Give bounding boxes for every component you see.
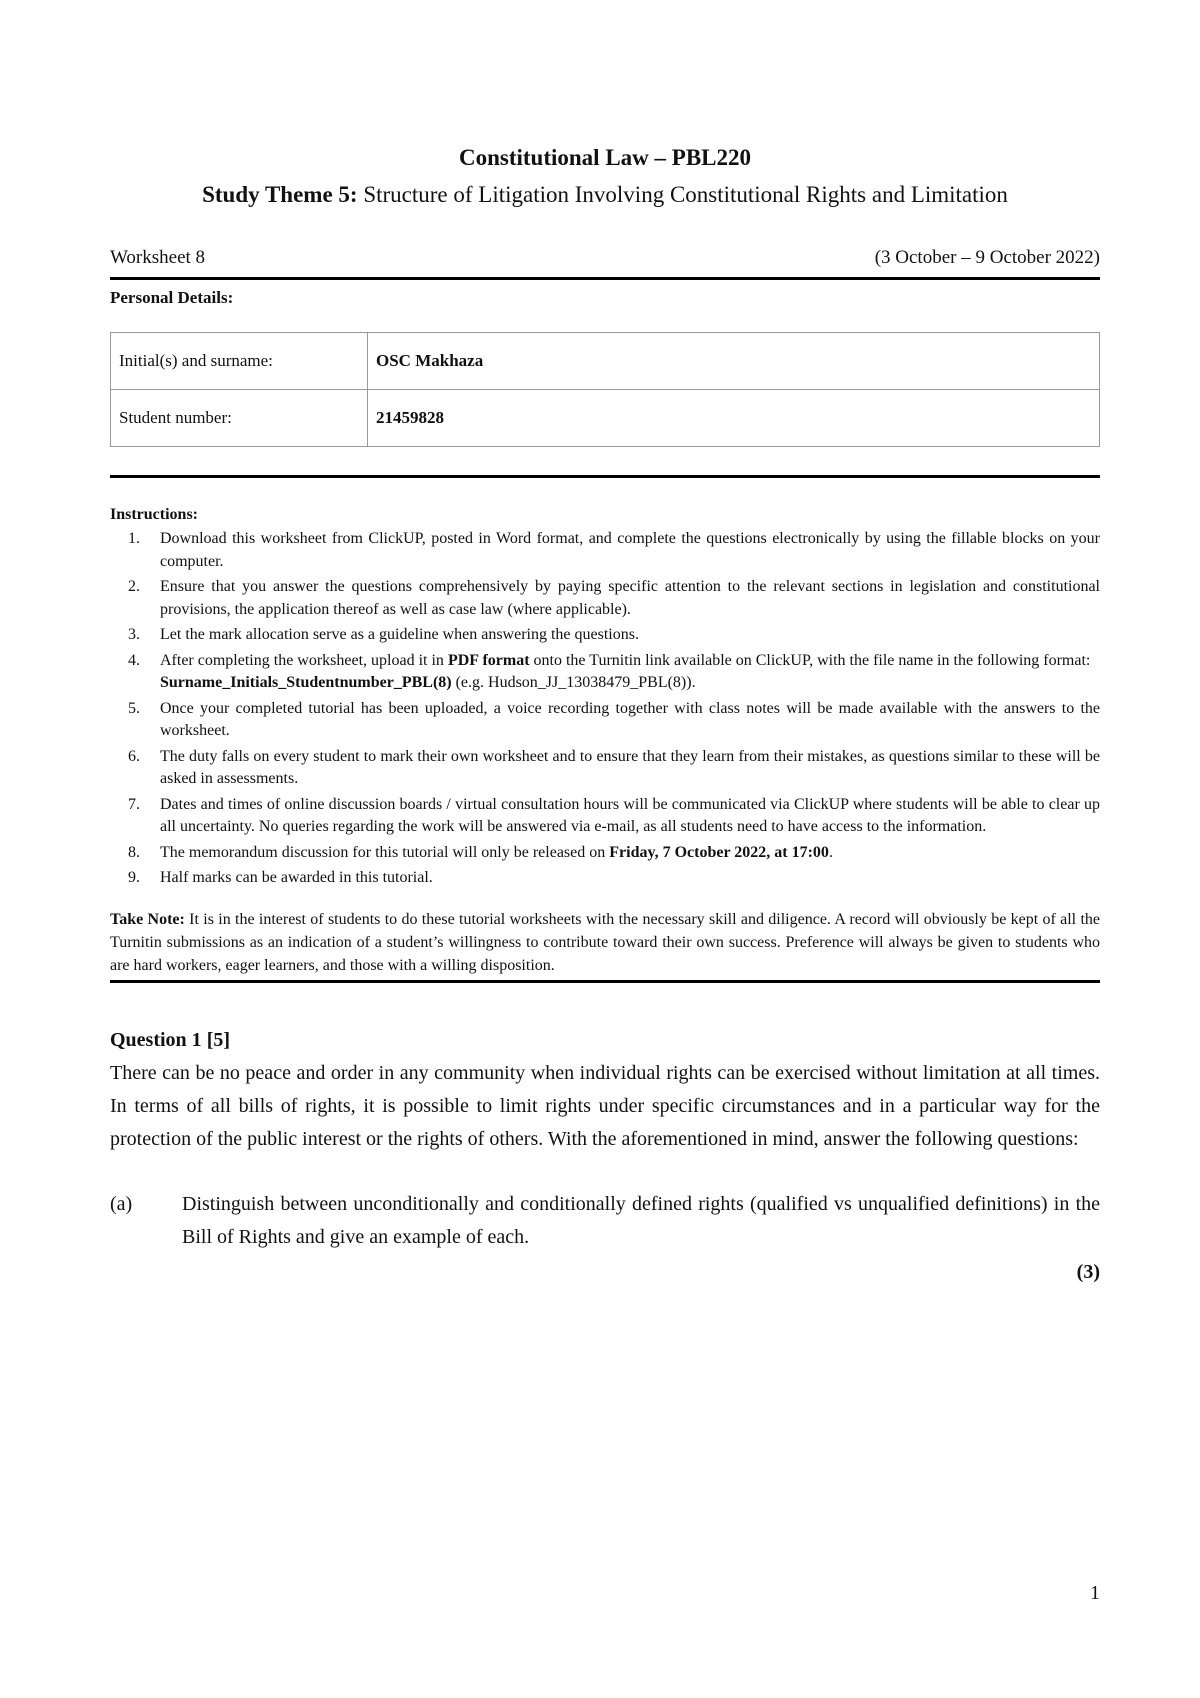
list-item-text: Download this worksheet from ClickUP, posted in Word format, and complete the questions electronically by using the fillable blocks on your computer.	[160, 530, 1100, 570]
list-item	[110, 867, 1100, 890]
question-title: Question 1	[110, 1028, 202, 1051]
sub-question-marks: (3)	[1076, 1260, 1100, 1283]
section-divider	[110, 475, 1100, 478]
worksheet-header	[110, 245, 1100, 280]
page-number: 1	[1090, 1582, 1100, 1604]
instructions-label: Instructions:	[110, 506, 199, 523]
study-theme-text: Structure of Litigation Involving Constitutional Rights and Limitation	[357, 182, 1008, 207]
surname-field[interactable]: OSC Makhaza	[368, 333, 1100, 390]
question-body: There can be no peace and order in any community when individual rights can be exercised without limitation at all times. In terms of all bills of rights, it is possible to limit rights under specific circumstances and in a particular way for the protection of the public interest or the rights of others. With the aforementioned in mind, answer the following questions:	[110, 1061, 1100, 1150]
personal-details-table	[110, 332, 1100, 447]
list-number: 8.	[128, 843, 140, 861]
filename-format: Surname_Initials_Studentnumber_PBL(8)	[160, 674, 452, 691]
student-number-label: Student number:	[111, 390, 368, 447]
surname-label: Initial(s) and surname:	[111, 333, 368, 390]
take-note	[110, 908, 1100, 983]
list-item-text: Half marks can be awarded in this tutorial.	[160, 869, 433, 886]
list-item	[110, 746, 1100, 791]
list-number: 2.	[128, 578, 140, 595]
list-number: 4.	[128, 651, 140, 669]
instruction-text: .	[828, 843, 833, 861]
list-item-text	[160, 842, 1100, 865]
study-theme	[110, 176, 1100, 213]
page-content	[110, 140, 1100, 1286]
worksheet-dates: (3 October – 9 October 2022)	[874, 247, 1100, 268]
list-number: 7.	[128, 795, 140, 813]
sub-question-a	[110, 1188, 1100, 1254]
study-theme-label: Study Theme 5:	[202, 182, 358, 207]
list-item	[110, 794, 1100, 839]
sub-question-text: Distinguish between unconditionally and conditionally defined rights (qualified vs unqualified definitions) in the Bill of Rights and give an example of each.	[182, 1192, 1100, 1248]
list-item-text: The duty falls on every student to mark their own worksheet and to ensure that they learn from their mistakes, as questions similar to these will be asked in assessments.	[160, 747, 1100, 787]
list-item	[110, 842, 1100, 865]
list-number: 6.	[128, 747, 140, 765]
personal-details-label: Personal Details:	[110, 288, 234, 307]
list-item-text: Ensure that you answer the questions comprehensively by paying specific attention to the relevant sections in legislation and constitutional provisions, the application thereof as well as case law (where applicable).	[160, 578, 1100, 618]
pdf-format-emphasis: PDF format	[447, 651, 530, 669]
instruction-text: After completing the worksheet, upload it in	[160, 651, 448, 669]
list-number: 3.	[128, 626, 140, 643]
list-number: 5.	[128, 699, 140, 717]
list-item	[110, 624, 1100, 647]
release-date-emphasis: Friday, 7 October 2022, at 17:00	[609, 843, 829, 861]
list-item-text	[160, 650, 1100, 695]
sub-question-letter: (a)	[110, 1192, 133, 1215]
list-item	[110, 528, 1100, 573]
list-item-text: Dates and times of online discussion boards / virtual consultation hours will be communicated via ClickUP where students will be able to clear up all uncertainty. No queries regarding the work will be answered via e-mail, as all students need to have access to the information.	[160, 795, 1100, 835]
student-number-field[interactable]: 21459828	[368, 390, 1100, 447]
table-row	[111, 333, 1100, 390]
instruction-text: The memorandum discussion for this tutorial will only be released on	[160, 843, 610, 861]
list-item-text: Once your completed tutorial has been uploaded, a voice recording together with class notes will be made available with the answers to the worksheet.	[160, 699, 1100, 739]
question-total-marks: [5]	[206, 1028, 231, 1051]
list-item	[110, 698, 1100, 743]
instructions-list	[110, 528, 1100, 890]
list-number: 9.	[128, 869, 140, 886]
take-note-text: It is in the interest of students to do these tutorial worksheets with the necessary skill and diligence. A record will obviously be kept of all the Turnitin submissions as an indication of a student’s willingness to contribute toward their own success. Preference will always be given to students who are hard workers, eager learners, and those with a willing disposition.	[110, 910, 1100, 974]
list-item	[110, 576, 1100, 621]
question-heading	[110, 1025, 1100, 1055]
list-number: 1.	[128, 530, 140, 547]
take-note-label: Take Note:	[110, 910, 185, 928]
worksheet-name: Worksheet 8	[110, 247, 206, 268]
filename-example: (e.g. Hudson_JJ_13038479_PBL(8)).	[451, 674, 696, 691]
document-title: Constitutional Law – PBL220	[458, 145, 751, 170]
list-item-text: Let the mark allocation serve as a guideline when answering the questions.	[160, 626, 639, 643]
instruction-text: onto the Turnitin link available on ClickUP, with the file name in the following format:	[529, 651, 1091, 669]
table-row	[111, 390, 1100, 447]
list-item	[110, 650, 1100, 695]
